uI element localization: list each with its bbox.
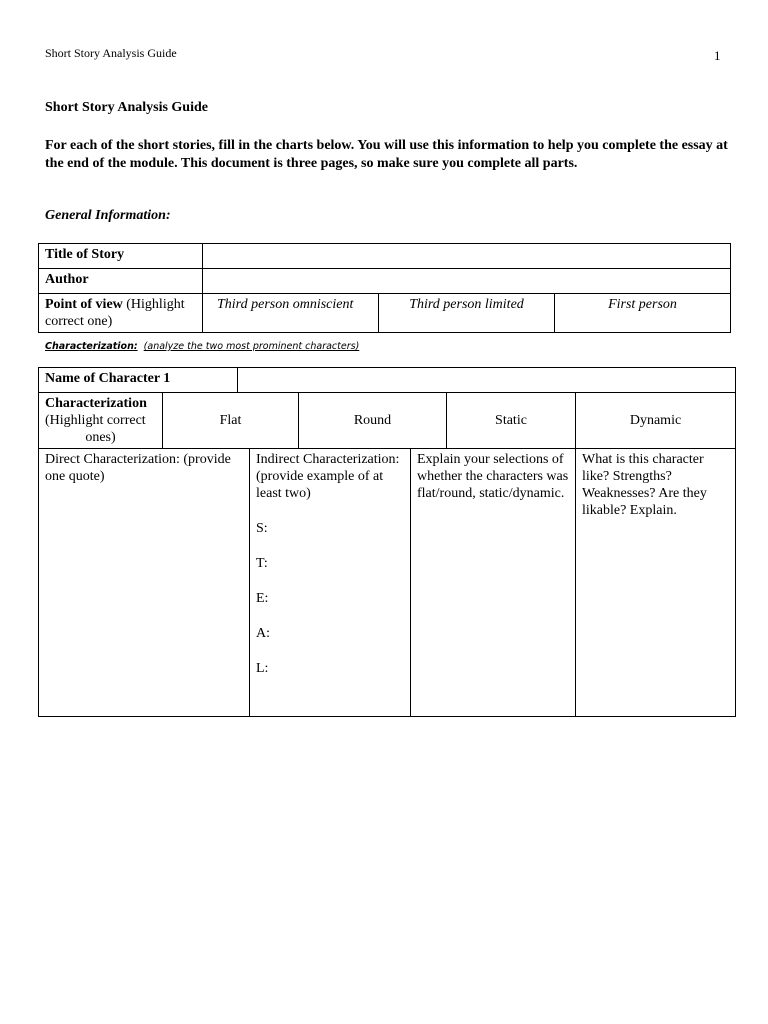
point-of-view-title: Point of view — [45, 297, 123, 312]
explain-selections-cell[interactable] — [411, 449, 576, 717]
characterization-type-hint-end: ones) — [85, 430, 116, 445]
pov-option-first-person[interactable]: First person — [555, 294, 731, 333]
character-description-label: What is this character like? Strengths? Weaknesses? Are they likable? Explain. — [582, 452, 707, 518]
title-of-story-label: Title of Story — [39, 244, 203, 269]
title-of-story-field[interactable] — [203, 244, 731, 269]
type-option-flat[interactable]: Flat — [163, 393, 299, 449]
pov-option-limited[interactable]: Third person limited — [379, 294, 555, 333]
author-field[interactable] — [203, 269, 731, 294]
steal-item-t: T: — [256, 556, 268, 571]
characterization-table — [38, 367, 736, 717]
general-information-heading: General Information: — [45, 208, 171, 223]
point-of-view-label — [39, 294, 203, 333]
steal-item-e: E: — [256, 591, 269, 606]
general-information-table — [38, 243, 731, 333]
indirect-characterization-label: Indirect Characterization: (provide example of at least two) — [256, 452, 400, 501]
characterization-type-label — [39, 393, 163, 449]
characterization-heading-note: (analyze the two most prominent characters) — [143, 341, 360, 352]
character-description-cell[interactable] — [576, 449, 736, 717]
type-option-dynamic[interactable]: Dynamic — [576, 393, 736, 449]
direct-characterization-cell[interactable] — [39, 449, 250, 717]
running-header: Short Story Analysis Guide — [45, 46, 177, 60]
character-name-label: Name of Character 1 — [39, 368, 238, 393]
author-label: Author — [39, 269, 203, 294]
characterization-heading — [45, 341, 359, 352]
page-number: 1 — [714, 48, 721, 63]
document-title: Short Story Analysis Guide — [45, 100, 208, 115]
type-option-round[interactable]: Round — [299, 393, 447, 449]
character-name-field[interactable] — [238, 368, 736, 393]
characterization-type-hint: (Highlight correct — [45, 413, 146, 428]
steal-item-s: S: — [256, 521, 268, 536]
characterization-type-title: Characterization — [45, 396, 147, 411]
type-option-static[interactable]: Static — [447, 393, 576, 449]
direct-characterization-label: Direct Characterization: (provide one quote) — [45, 452, 231, 484]
point-of-view-hint: (Highlight correct one) — [45, 297, 185, 329]
indirect-characterization-cell[interactable] — [250, 449, 411, 717]
characterization-heading-label: Characterization: — [45, 341, 138, 352]
steal-item-l: L: — [256, 661, 269, 676]
steal-item-a: A: — [256, 626, 270, 641]
explain-selections-label: Explain your selections of whether the characters was flat/round, static/dynamic. — [417, 452, 569, 501]
instructions-paragraph: For each of the short stories, fill in the charts below. You will use this information to help you complete the essay at the end of the module. This document is three pages, so make sure you complete all parts. — [45, 138, 728, 171]
pov-option-omniscient[interactable]: Third person omniscient — [203, 294, 379, 333]
